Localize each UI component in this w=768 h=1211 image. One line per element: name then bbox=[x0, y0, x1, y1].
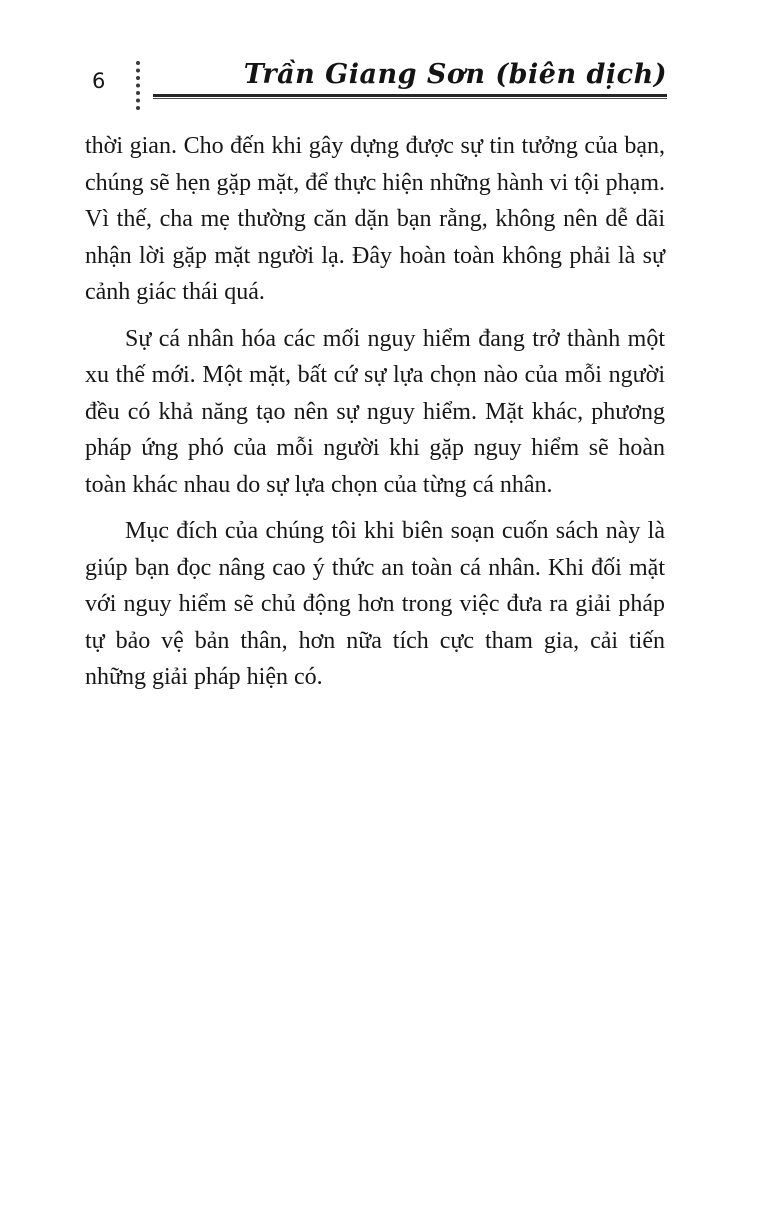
header-author: Trần Giang Sơn (biên dịch) bbox=[243, 59, 667, 90]
paragraph-2: Sự cá nhân hóa các mối nguy hiểm đang trở thành một xu thế mới. Một mặt, bất cứ sự lựa chọn nào của mỗi người đều có khả năng tạo nên sự nguy hiểm. Mặt khác, phương pháp ứng phó của mỗi người khi gặp nguy hiểm sẽ hoàn toàn khác nhau do sự lựa chọn của từng cá nhân. bbox=[85, 325, 665, 498]
header-rule-thick-line bbox=[153, 94, 667, 97]
page-header bbox=[0, 0, 768, 120]
header-rule-thin-line bbox=[153, 98, 667, 99]
paragraph-3: Mục đích của chúng tôi khi biên soạn cuốn sách này là giúp bạn đọc nâng cao ý thức an toàn cá nhân. Khi đối mặt với nguy hiểm sẽ chủ động hơn trong việc đưa ra giải pháp tự bảo vệ bản thân, hơn nữa tích cực tham gia, cải tiến những giải pháp hiện có. bbox=[85, 518, 665, 690]
paragraph-1: thời gian. Cho đến khi gây dựng được sự tin tưởng của bạn, chúng sẽ hẹn gặp mặt, để thực hiện những hành vi tội phạm. Vì thế, cha mẹ thường căn dặn bạn rằng, không nên dễ dãi nhận lời gặp mặt người lạ. Đây hoàn toàn không phải là sự cảnh giác thái quá. bbox=[85, 133, 665, 305]
dotted-ornament-line bbox=[136, 61, 140, 110]
page-number: 6 bbox=[92, 69, 106, 93]
body-text bbox=[85, 128, 665, 706]
header-rule bbox=[153, 94, 667, 99]
